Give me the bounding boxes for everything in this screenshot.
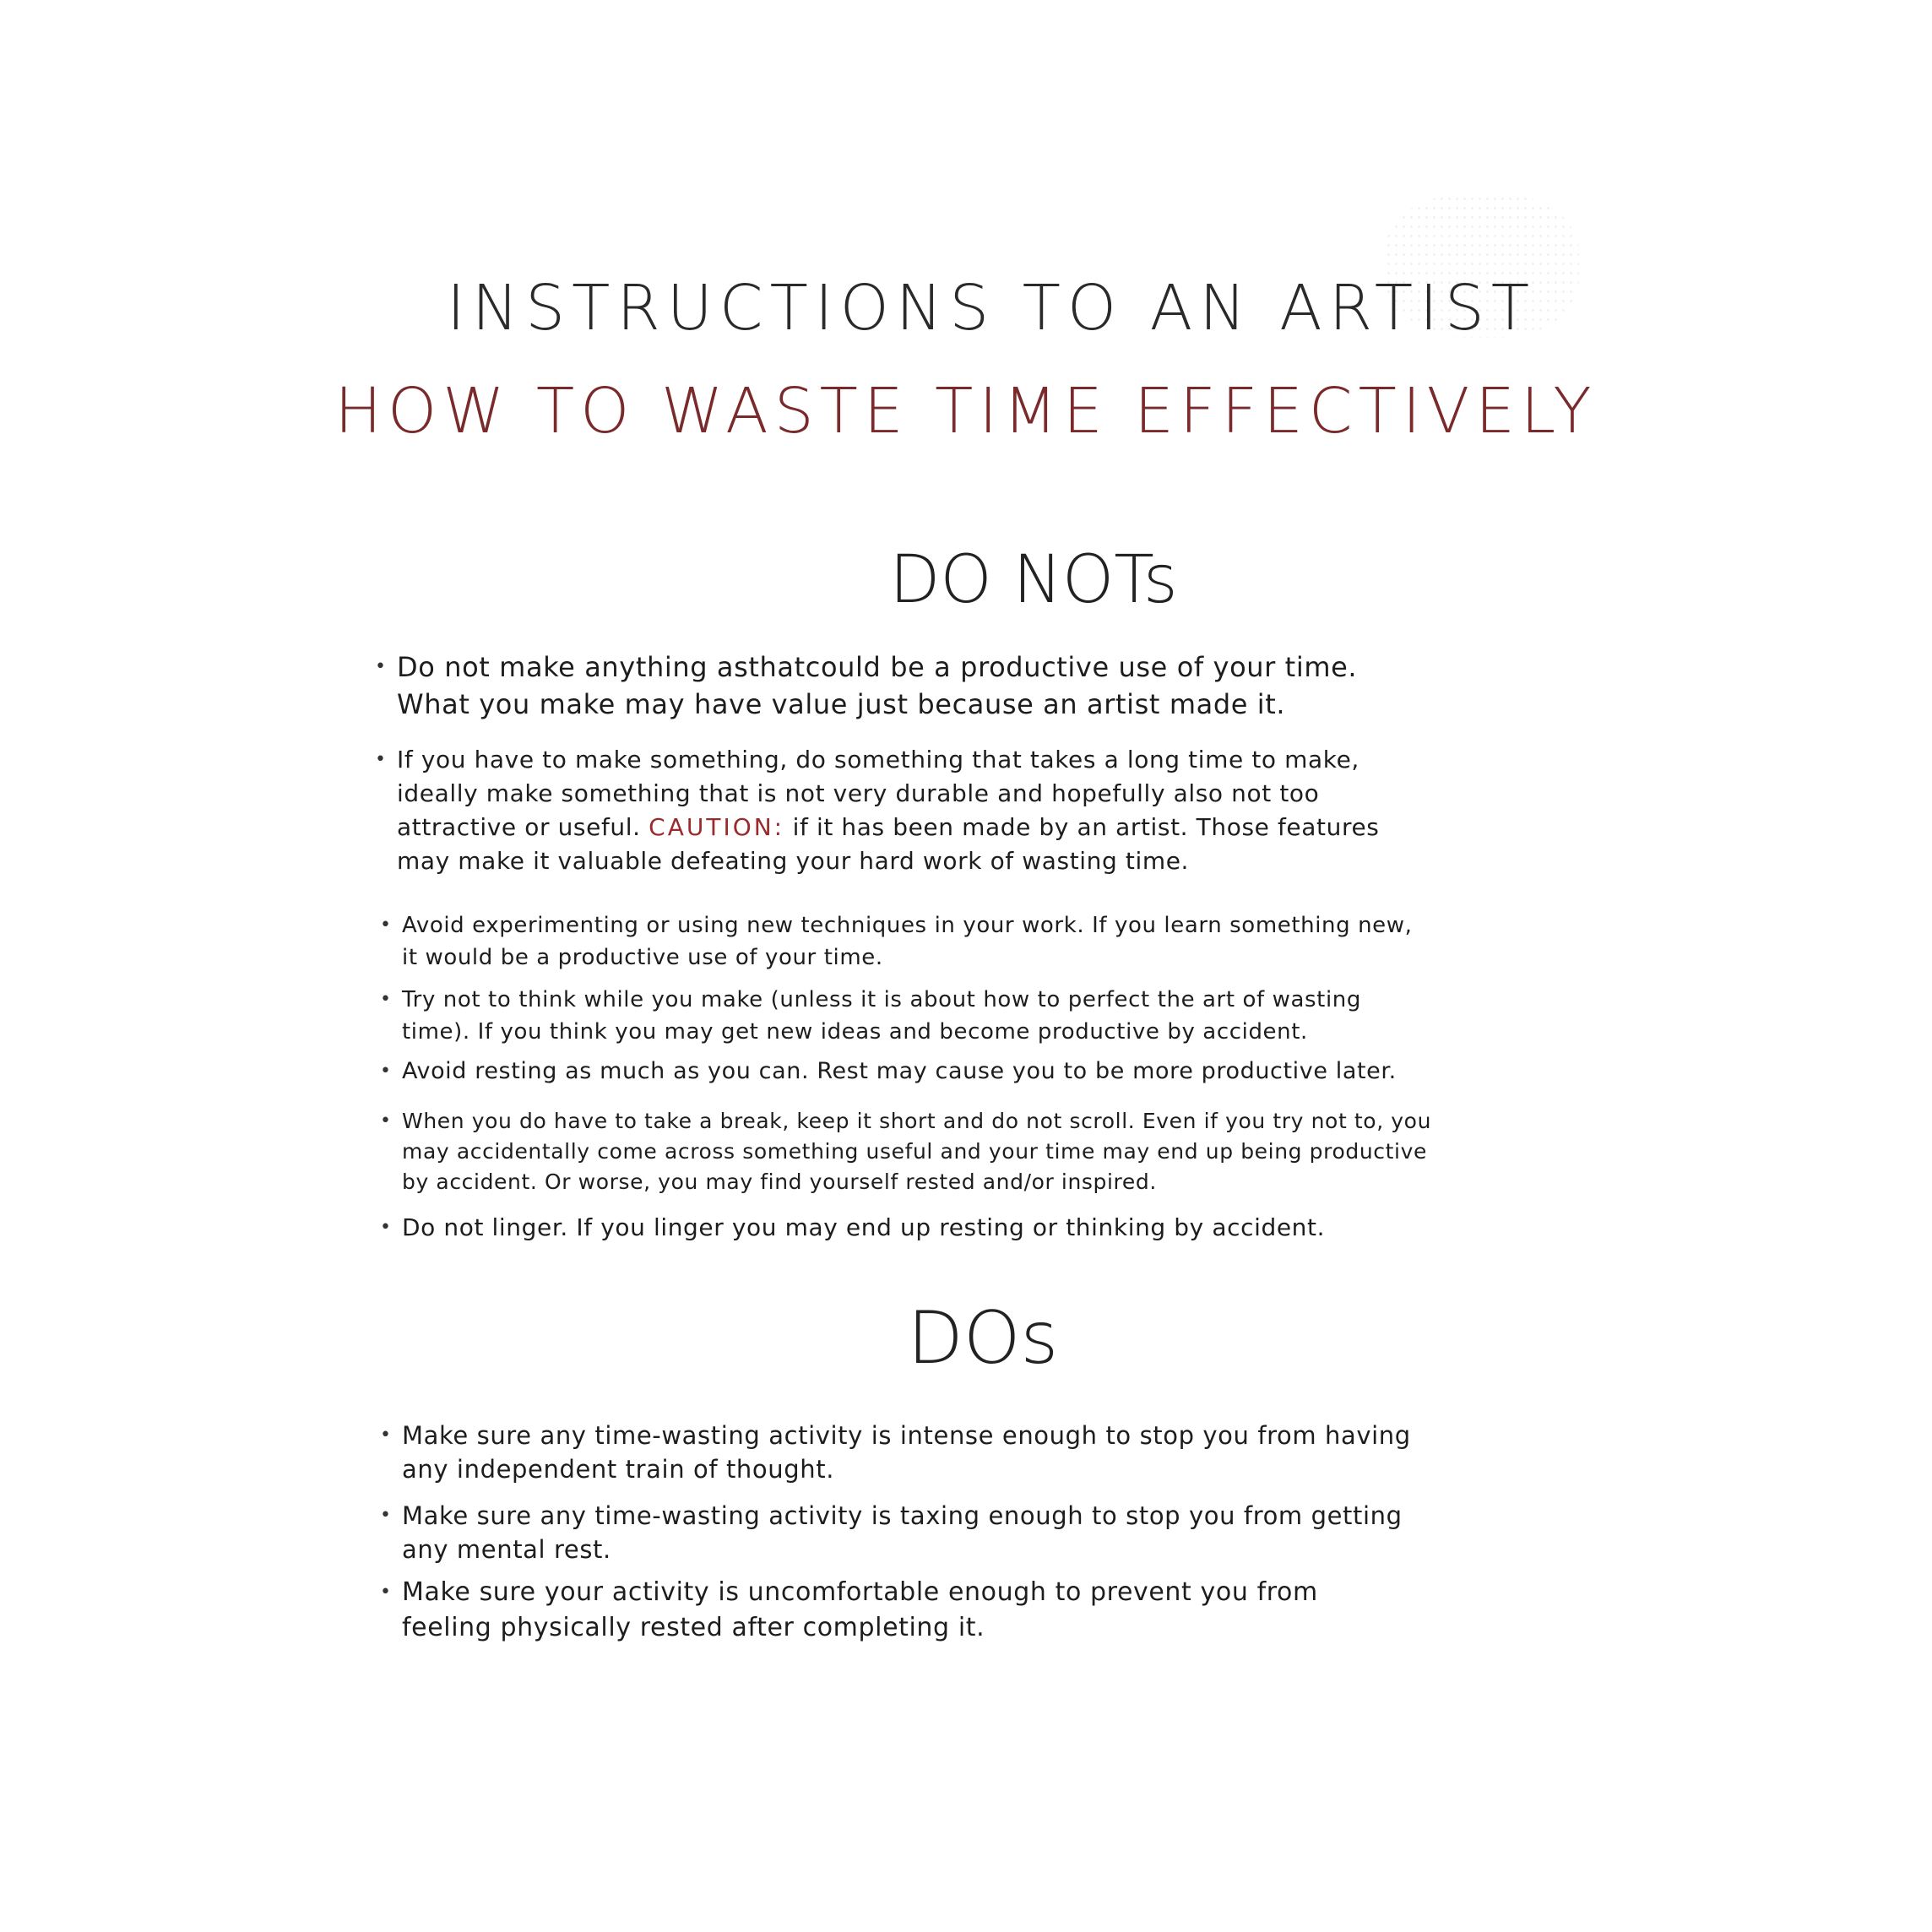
page-subtitle: HOW TO WASTE TIME EFFECTIVELY (334, 375, 1598, 448)
do-not-item-text: Do not linger. If you linger you may end up resting or thinking by accident. (402, 1213, 1326, 1241)
page-title: INSTRUCTIONS TO AN ARTIST (446, 272, 1537, 345)
do-not-item (380, 1212, 1415, 1244)
do-not-item (375, 743, 1393, 878)
do-not-item-text: When you do have to take a break, keep it short and do not scroll. Even if you try not to, you may accidentally come across something useful and your time may end up being productive by accident. Or worse, you may find yourself rested and/or inspired. (402, 1109, 1432, 1194)
bullet-icon: • (380, 1217, 392, 1238)
do-item (380, 1575, 1415, 1646)
do-item-text: Make sure your activity is uncomfortable enough to prevent you from feeling physically rested after completing it. (402, 1577, 1318, 1642)
do-item-text: Make sure any time-wasting activity is taxing enough to stop you from getting any mental rest. (402, 1501, 1403, 1564)
bullet-icon: • (375, 656, 387, 677)
do-not-item-text-continued: if it has been made by an artist. Those features may make it valuable defeating your hard work of wasting time. (397, 813, 1380, 875)
do-not-item-text: If you have to make something, do something that takes a long time to make, ideally make something that is not very durable and hopefully also not too attractive or useful. (397, 746, 1359, 841)
do-not-item-text: Do not make anything asthatcould be a productive use of your time. What you make may have value just because an artist made it. (397, 651, 1358, 720)
do-nots-heading: DO NOTs (889, 542, 1178, 618)
do-not-item-text: Avoid resting as much as you can. Rest may cause you to be more productive later. (402, 1058, 1397, 1084)
bullet-icon: • (380, 1110, 392, 1132)
do-not-item (380, 1056, 1415, 1088)
bullet-icon: • (380, 1505, 392, 1526)
do-not-item (380, 1106, 1432, 1197)
bullet-icon: • (380, 1582, 392, 1603)
do-not-item-text: Try not to think while you make (unless it is about how to perfect the art of wasting time). If you think you may get new ideas and become productive by accident. (402, 987, 1361, 1045)
do-not-item (380, 984, 1415, 1048)
do-item (380, 1419, 1415, 1486)
bullet-icon: • (380, 1425, 392, 1446)
do-item (380, 1499, 1415, 1566)
bullet-icon: • (380, 1061, 392, 1082)
do-not-item-text: Avoid experimenting or using new techniques in your work. If you learn something new, it would be a productive use of your time. (402, 913, 1413, 970)
caution-label: CAUTION: (649, 813, 785, 841)
do-item-text: Make sure any time-wasting activity is intense enough to stop you from having any independent train of thought. (402, 1421, 1411, 1484)
bullet-icon: • (375, 749, 387, 770)
dos-heading: DOs (907, 1296, 1059, 1381)
bullet-icon: • (380, 914, 392, 936)
bullet-icon: • (380, 989, 392, 1010)
do-not-item (380, 909, 1415, 974)
do-not-item (375, 649, 1393, 723)
